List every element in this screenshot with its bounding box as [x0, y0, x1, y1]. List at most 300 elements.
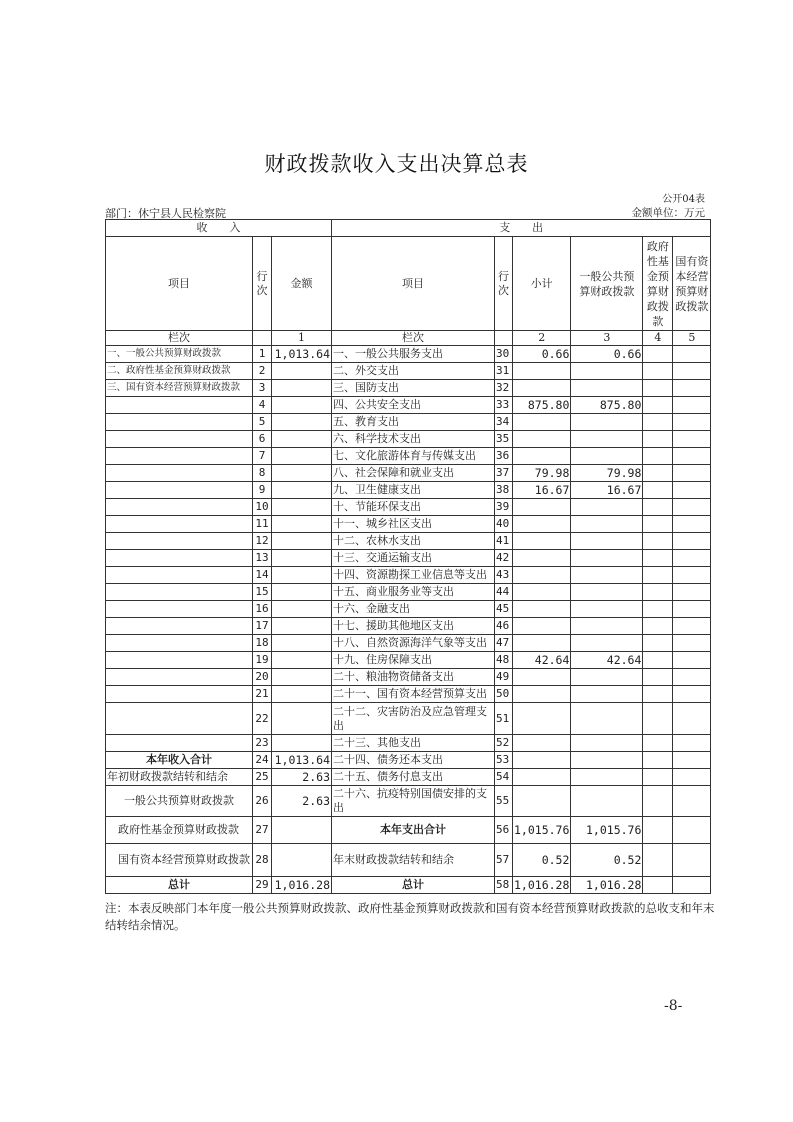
gov-fund-cell — [643, 877, 673, 894]
income-amount-cell — [272, 516, 332, 533]
expense-item-cell: 年末财政拨款结转和结余 — [332, 844, 495, 877]
expense-item-cell: 五、教育支出 — [332, 414, 495, 431]
income-amount-cell: 2.63 — [272, 769, 332, 786]
expense-item-header: 项目 — [332, 237, 495, 331]
income-amount-cell — [272, 431, 332, 448]
general-budget-cell — [571, 752, 643, 769]
expense-line-cell: 50 — [495, 686, 513, 703]
state-capital-cell — [673, 397, 711, 414]
income-amount-cell — [272, 652, 332, 669]
expense-item-cell: 十九、住房保障支出 — [332, 652, 495, 669]
general-budget-cell — [571, 363, 643, 380]
col-index-1: 1 — [272, 331, 332, 346]
state-capital-cell — [673, 482, 711, 499]
income-line-cell: 21 — [253, 686, 272, 703]
state-capital-cell — [673, 465, 711, 482]
general-budget-cell — [571, 380, 643, 397]
subtotal-cell — [513, 516, 571, 533]
table-row — [106, 584, 711, 601]
income-amount-cell — [272, 618, 332, 635]
income-item-cell: 三、国有资本经营预算财政拨款 — [106, 380, 253, 397]
gov-fund-cell — [643, 817, 673, 844]
table-row — [106, 448, 711, 465]
state-capital-cell — [673, 817, 711, 844]
income-line-cell: 29 — [253, 877, 272, 894]
income-item-cell — [106, 533, 253, 550]
state-capital-cell — [673, 786, 711, 817]
state-capital-cell — [673, 431, 711, 448]
expense-item-cell: 十六、金融支出 — [332, 601, 495, 618]
income-amount-cell — [272, 465, 332, 482]
gov-fund-cell — [643, 448, 673, 465]
income-amount-cell: 1,016.28 — [272, 877, 332, 894]
state-capital-cell — [673, 652, 711, 669]
expense-item-cell: 八、社会保障和就业支出 — [332, 465, 495, 482]
col-index-blank — [253, 331, 272, 346]
subtotal-cell: 1,015.76 — [513, 817, 571, 844]
state-capital-cell — [673, 516, 711, 533]
subtotal-cell: 875.80 — [513, 397, 571, 414]
expense-item-cell: 四、公共安全支出 — [332, 397, 495, 414]
form-number: 公开04表 — [662, 194, 705, 205]
income-line-cell: 24 — [253, 752, 272, 769]
table-row — [106, 567, 711, 584]
expense-line-cell: 36 — [495, 448, 513, 465]
expense-line-cell: 55 — [495, 786, 513, 817]
income-line-cell: 16 — [253, 601, 272, 618]
expense-item-cell: 十五、商业服务业等支出 — [332, 584, 495, 601]
subtotal-cell — [513, 431, 571, 448]
income-line-cell: 28 — [253, 844, 272, 877]
subtotal-cell — [513, 533, 571, 550]
table-row — [106, 346, 711, 363]
income-line-cell: 2 — [253, 363, 272, 380]
table-row — [106, 669, 711, 686]
state-capital-cell — [673, 735, 711, 752]
table-row — [106, 397, 711, 414]
income-line-cell: 27 — [253, 817, 272, 844]
income-item-cell — [106, 703, 253, 735]
general-budget-header: 一般公共预算财政拨款 — [571, 237, 643, 331]
gov-fund-cell — [643, 499, 673, 516]
state-capital-cell — [673, 601, 711, 618]
table-row — [106, 752, 711, 769]
table-row — [106, 652, 711, 669]
gov-fund-cell — [643, 346, 673, 363]
expense-line-cell: 42 — [495, 550, 513, 567]
income-item-cell — [106, 635, 253, 652]
page-title: 财政拨款收入支出决算总表 — [264, 152, 529, 176]
income-amount-cell — [272, 817, 332, 844]
expense-item-cell: 十四、资源勘探工业信息等支出 — [332, 567, 495, 584]
general-budget-cell: 16.67 — [571, 482, 643, 499]
income-item-cell — [106, 482, 253, 499]
general-budget-cell — [571, 618, 643, 635]
expense-line-cell: 30 — [495, 346, 513, 363]
department-label: 部门：休宁县人民检察院 — [105, 207, 226, 220]
expense-line-cell: 53 — [495, 752, 513, 769]
income-amount-cell — [272, 844, 332, 877]
expense-line-cell: 32 — [495, 380, 513, 397]
subtotal-cell — [513, 448, 571, 465]
state-capital-cell — [673, 752, 711, 769]
income-line-cell: 18 — [253, 635, 272, 652]
expense-item-cell: 二十一、国有资本经营预算支出 — [332, 686, 495, 703]
col-label-left: 栏次 — [106, 331, 253, 346]
income-item-cell — [106, 550, 253, 567]
section-header-row — [106, 220, 711, 237]
income-item-cell — [106, 669, 253, 686]
income-line-cell: 5 — [253, 414, 272, 431]
gov-fund-cell — [643, 669, 673, 686]
subtotal-cell — [513, 735, 571, 752]
gov-fund-cell — [643, 533, 673, 550]
state-capital-cell — [673, 877, 711, 894]
income-item-cell — [106, 397, 253, 414]
gov-fund-cell — [643, 584, 673, 601]
table-row — [106, 380, 711, 397]
table-row — [106, 877, 711, 894]
income-line-cell: 4 — [253, 397, 272, 414]
general-budget-cell — [571, 414, 643, 431]
gov-fund-cell — [643, 786, 673, 817]
general-budget-cell: 1,016.28 — [571, 877, 643, 894]
income-item-cell: 国有资本经营预算财政拨款 — [106, 844, 253, 877]
table-row — [106, 516, 711, 533]
table-row — [106, 635, 711, 652]
general-budget-cell — [571, 786, 643, 817]
expense-item-cell: 十八、自然资源海洋气象等支出 — [332, 635, 495, 652]
expense-line-cell: 34 — [495, 414, 513, 431]
income-item-cell — [106, 567, 253, 584]
column-header-row — [106, 237, 711, 331]
col-index-3: 3 — [571, 331, 643, 346]
subtotal-cell — [513, 618, 571, 635]
income-item-cell: 政府性基金预算财政拨款 — [106, 817, 253, 844]
subtotal-cell — [513, 635, 571, 652]
income-amount-cell — [272, 735, 332, 752]
income-line-cell: 20 — [253, 669, 272, 686]
subtotal-cell — [513, 380, 571, 397]
income-amount-cell — [272, 482, 332, 499]
expense-line-cell: 45 — [495, 601, 513, 618]
income-amount-header: 金额 — [272, 237, 332, 331]
gov-fund-cell — [643, 414, 673, 431]
expense-line-cell: 48 — [495, 652, 513, 669]
income-amount-cell — [272, 397, 332, 414]
income-line-cell: 15 — [253, 584, 272, 601]
expense-section-header: 支 出 — [332, 220, 711, 237]
income-line-cell: 1 — [253, 346, 272, 363]
income-section-header: 收 入 — [106, 220, 332, 237]
subtotal-cell: 0.66 — [513, 346, 571, 363]
expense-line-header: 行次 — [495, 237, 513, 331]
general-budget-cell: 0.66 — [571, 346, 643, 363]
expense-item-cell: 本年支出合计 — [332, 817, 495, 844]
income-amount-cell — [272, 601, 332, 618]
general-budget-cell: 79.98 — [571, 465, 643, 482]
income-amount-cell — [272, 363, 332, 380]
state-capital-cell — [673, 363, 711, 380]
income-item-cell: 一般公共预算财政拨款 — [106, 786, 253, 817]
subtotal-cell — [513, 769, 571, 786]
income-item-cell: 二、政府性基金预算财政拨款 — [106, 363, 253, 380]
expense-item-cell: 三、国防支出 — [332, 380, 495, 397]
table-row — [106, 786, 711, 817]
expense-line-cell: 57 — [495, 844, 513, 877]
income-amount-cell — [272, 584, 332, 601]
gov-fund-cell — [643, 635, 673, 652]
state-capital-cell — [673, 618, 711, 635]
expense-line-cell: 33 — [495, 397, 513, 414]
general-budget-cell — [571, 735, 643, 752]
gov-fund-cell — [643, 363, 673, 380]
expense-item-cell: 二十三、其他支出 — [332, 735, 495, 752]
general-budget-cell: 0.52 — [571, 844, 643, 877]
income-line-header: 行次 — [253, 237, 272, 331]
income-amount-cell: 1,013.64 — [272, 346, 332, 363]
state-capital-cell — [673, 635, 711, 652]
general-budget-cell — [571, 686, 643, 703]
col-index-blank — [495, 331, 513, 346]
general-budget-cell — [571, 499, 643, 516]
income-item-cell: 年初财政拨款结转和结余 — [106, 769, 253, 786]
expense-line-cell: 47 — [495, 635, 513, 652]
income-amount-cell — [272, 703, 332, 735]
expense-item-cell: 十一、城乡社区支出 — [332, 516, 495, 533]
income-line-cell: 26 — [253, 786, 272, 817]
general-budget-cell — [571, 635, 643, 652]
table-row — [106, 618, 711, 635]
expense-line-cell: 43 — [495, 567, 513, 584]
subtotal-cell — [513, 703, 571, 735]
gov-fund-cell — [643, 652, 673, 669]
subtotal-cell — [513, 601, 571, 618]
col-index-4: 4 — [643, 331, 673, 346]
expense-line-cell: 38 — [495, 482, 513, 499]
expense-item-cell: 九、卫生健康支出 — [332, 482, 495, 499]
subtotal-cell — [513, 686, 571, 703]
expense-item-cell: 二、外交支出 — [332, 363, 495, 380]
table-row — [106, 414, 711, 431]
col-index-2: 2 — [513, 331, 571, 346]
subtotal-cell — [513, 567, 571, 584]
general-budget-cell — [571, 601, 643, 618]
table-row — [106, 363, 711, 380]
subtotal-cell — [513, 363, 571, 380]
state-capital-cell — [673, 550, 711, 567]
general-budget-cell: 875.80 — [571, 397, 643, 414]
income-line-cell: 23 — [253, 735, 272, 752]
general-budget-cell — [571, 448, 643, 465]
general-budget-cell — [571, 584, 643, 601]
income-item-cell — [106, 584, 253, 601]
income-line-cell: 9 — [253, 482, 272, 499]
table-row — [106, 550, 711, 567]
income-line-cell: 3 — [253, 380, 272, 397]
subtotal-cell — [513, 584, 571, 601]
state-capital-cell — [673, 499, 711, 516]
gov-fund-cell — [643, 397, 673, 414]
state-capital-cell — [673, 448, 711, 465]
table-row — [106, 431, 711, 448]
income-amount-cell — [272, 635, 332, 652]
expense-item-cell: 二十五、债务付息支出 — [332, 769, 495, 786]
income-line-cell: 11 — [253, 516, 272, 533]
expense-line-cell: 49 — [495, 669, 513, 686]
general-budget-cell — [571, 516, 643, 533]
general-budget-cell: 1,015.76 — [571, 817, 643, 844]
general-budget-cell — [571, 431, 643, 448]
table-row — [106, 482, 711, 499]
income-item-cell — [106, 686, 253, 703]
gov-fund-cell — [643, 550, 673, 567]
income-item-cell — [106, 465, 253, 482]
gov-fund-cell — [643, 482, 673, 499]
subtotal-cell — [513, 669, 571, 686]
col-index-5: 5 — [673, 331, 711, 346]
state-capital-cell — [673, 380, 711, 397]
page-number: -8- — [664, 998, 683, 1014]
expense-line-cell: 40 — [495, 516, 513, 533]
general-budget-cell — [571, 533, 643, 550]
table-row — [106, 601, 711, 618]
expense-item-cell: 二十六、抗疫特别国债安排的支出 — [332, 786, 495, 817]
income-amount-cell — [272, 567, 332, 584]
state-capital-cell — [673, 703, 711, 735]
state-capital-header: 国有资本经营预算财政拨款 — [673, 237, 711, 331]
expense-item-cell: 一、一般公共服务支出 — [332, 346, 495, 363]
income-item-cell — [106, 618, 253, 635]
income-item-cell — [106, 652, 253, 669]
expense-line-cell: 54 — [495, 769, 513, 786]
expense-item-cell: 六、科学技术支出 — [332, 431, 495, 448]
state-capital-cell — [673, 769, 711, 786]
general-budget-cell — [571, 669, 643, 686]
gov-fund-cell — [643, 844, 673, 877]
subtotal-cell: 1,016.28 — [514, 878, 570, 892]
expense-line-cell: 51 — [495, 703, 513, 735]
table-row — [106, 769, 711, 786]
income-amount-cell — [272, 414, 332, 431]
budget-table — [105, 219, 711, 894]
income-line-cell: 7 — [253, 448, 272, 465]
income-item-cell — [106, 516, 253, 533]
gov-fund-cell — [643, 516, 673, 533]
subtotal-cell — [513, 752, 571, 769]
gov-fund-cell — [643, 465, 673, 482]
subtotal-cell: 0.52 — [513, 844, 571, 877]
income-item-cell — [106, 448, 253, 465]
state-capital-cell — [673, 584, 711, 601]
state-capital-cell — [673, 686, 711, 703]
expense-item-cell: 七、文化旅游体育与传媒支出 — [332, 448, 495, 465]
expense-line-cell: 35 — [495, 431, 513, 448]
income-item-cell — [106, 431, 253, 448]
income-item-cell: 一、一般公共预算财政拨款 — [106, 346, 253, 363]
income-amount-cell: 1,013.64 — [272, 752, 332, 769]
income-line-cell: 8 — [253, 465, 272, 482]
subtotal-header: 小计 — [513, 237, 571, 331]
general-budget-cell — [571, 567, 643, 584]
income-item-cell — [106, 735, 253, 752]
table-row — [106, 844, 711, 877]
gov-fund-cell — [643, 703, 673, 735]
gov-fund-cell — [643, 567, 673, 584]
subtotal-cell: 42.64 — [513, 652, 571, 669]
income-amount-cell: 2.63 — [272, 786, 332, 817]
expense-line-cell: 31 — [495, 363, 513, 380]
income-item-cell — [106, 499, 253, 516]
income-item-cell: 总计 — [106, 877, 253, 894]
income-amount-cell — [272, 550, 332, 567]
state-capital-cell — [673, 346, 711, 363]
income-line-cell: 22 — [253, 703, 272, 735]
gov-fund-cell — [643, 431, 673, 448]
income-amount-cell — [272, 669, 332, 686]
expense-item-cell: 总计 — [332, 877, 495, 894]
state-capital-cell — [673, 567, 711, 584]
expense-line-cell: 37 — [495, 465, 513, 482]
expense-line-cell: 58 — [495, 877, 513, 894]
gov-fund-cell — [643, 752, 673, 769]
income-line-cell: 13 — [253, 550, 272, 567]
income-item-cell — [106, 414, 253, 431]
table-row — [106, 686, 711, 703]
subtotal-cell — [513, 414, 571, 431]
table-row — [106, 465, 711, 482]
gov-fund-cell — [643, 601, 673, 618]
general-budget-cell — [571, 550, 643, 567]
income-item-header: 项目 — [106, 237, 253, 331]
income-item-cell — [106, 601, 253, 618]
expense-line-cell: 39 — [495, 499, 513, 516]
income-item-cell: 本年收入合计 — [106, 752, 253, 769]
income-line-cell: 25 — [253, 769, 272, 786]
expense-item-cell: 十二、农林水支出 — [332, 533, 495, 550]
income-amount-cell — [272, 533, 332, 550]
income-line-cell: 19 — [253, 652, 272, 669]
subtotal-cell — [513, 499, 571, 516]
gov-fund-cell — [643, 618, 673, 635]
unit-label: 金额单位：万元 — [631, 207, 705, 219]
subtotal-cell — [513, 550, 571, 567]
footnote: 注：本表反映部门本年度一般公共预算财政拨款、政府性基金预算财政拨款和国有资本经营预算财政拨款的总收支和年末结转结余情况。 — [105, 901, 715, 932]
income-line-cell: 17 — [253, 618, 272, 635]
expense-item-cell: 二十、粮油物资储备支出 — [332, 669, 495, 686]
expense-line-cell: 52 — [495, 735, 513, 752]
state-capital-cell — [673, 533, 711, 550]
gov-fund-header: 政府性基金预算财政拨款 — [643, 237, 673, 331]
state-capital-cell — [673, 844, 711, 877]
subtotal-cell: 16.67 — [513, 482, 571, 499]
general-budget-cell — [571, 703, 643, 735]
table-row — [106, 499, 711, 516]
expense-line-cell: 44 — [495, 584, 513, 601]
gov-fund-cell — [643, 380, 673, 397]
income-line-cell: 6 — [253, 431, 272, 448]
income-line-cell: 12 — [253, 533, 272, 550]
table-row — [106, 703, 711, 735]
general-budget-cell: 42.64 — [571, 652, 643, 669]
gov-fund-cell — [643, 769, 673, 786]
income-amount-cell — [272, 448, 332, 465]
expense-line-cell: 41 — [495, 533, 513, 550]
gov-fund-cell — [643, 686, 673, 703]
table-row — [106, 817, 711, 844]
expense-line-cell: 56 — [495, 817, 513, 844]
state-capital-cell — [673, 669, 711, 686]
